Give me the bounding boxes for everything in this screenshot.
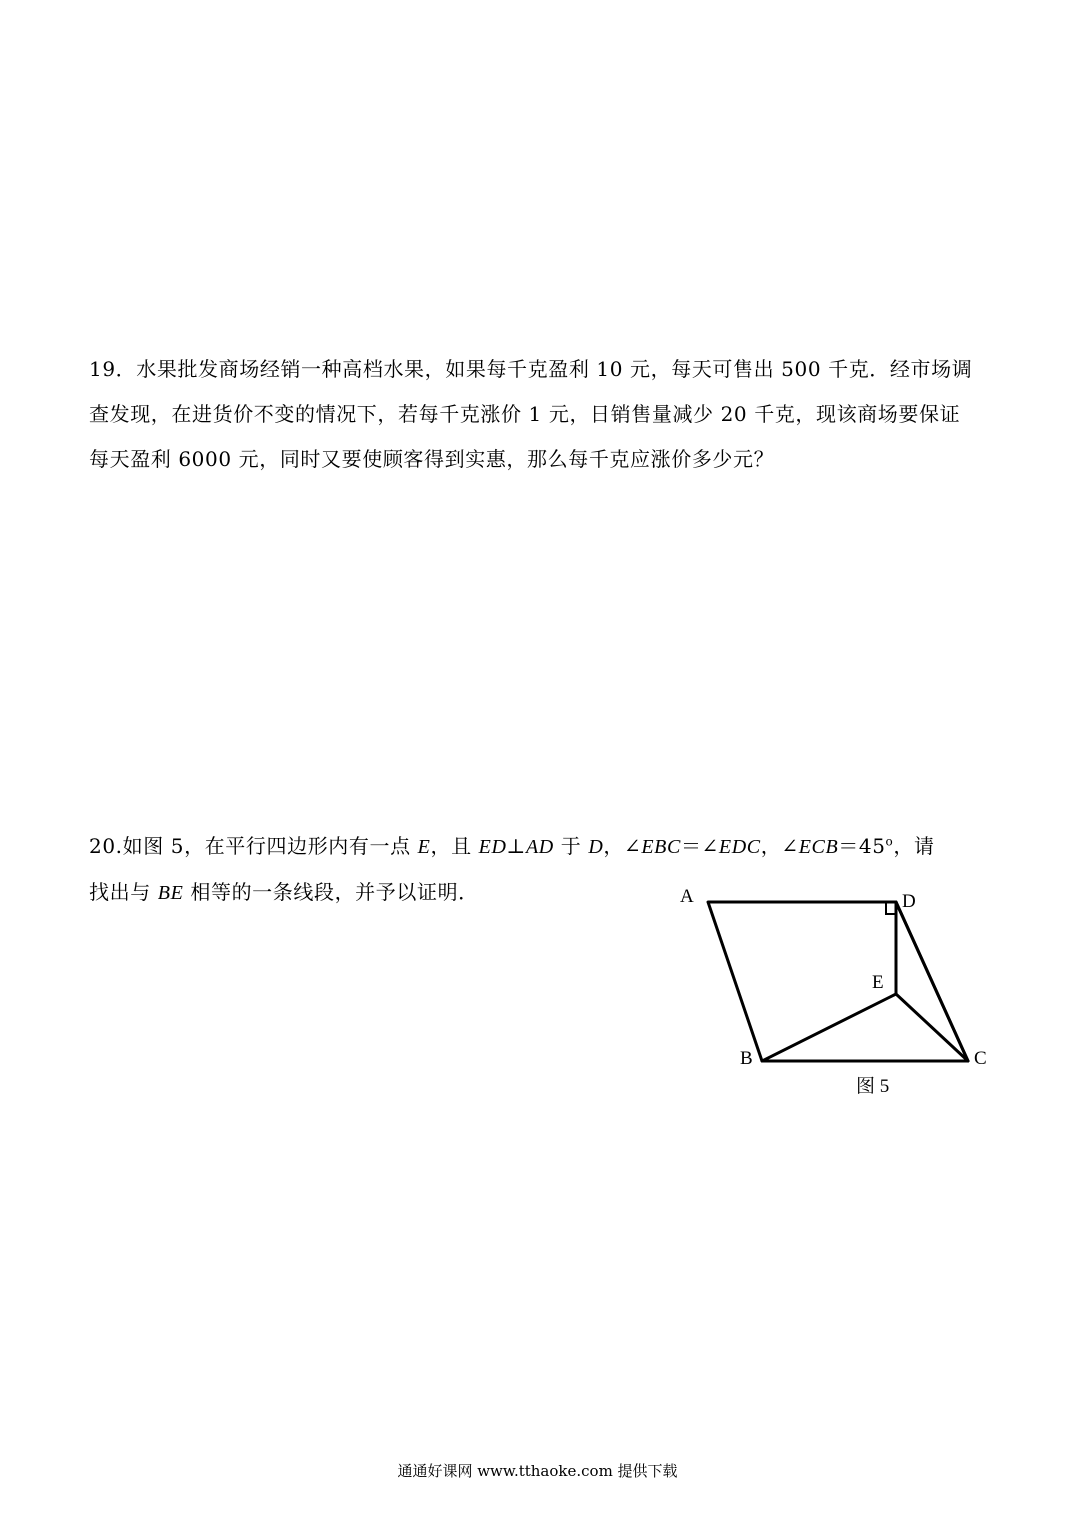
label-e: E: [872, 972, 884, 993]
problem-19-line-3: 每天盈利 6000 元，同时又要使顾客得到实惠，那么每千克应涨价多少元？: [89, 447, 775, 471]
p20-text: ＝45: [838, 834, 886, 858]
p20-point-d: D: [588, 836, 604, 858]
p20-text: 于: [553, 834, 589, 858]
p20-text: ＝∠: [680, 834, 719, 858]
segment-dc: [896, 902, 968, 1061]
p20-angle-ecb: ECB: [798, 836, 839, 858]
parallelogram-abcd: [708, 902, 968, 1061]
p20-point-e: E: [417, 836, 431, 858]
label-d: D: [902, 891, 916, 912]
segment-be: [762, 994, 896, 1061]
figure-caption: 图 5: [856, 1076, 890, 1097]
label-b: B: [740, 1048, 753, 1069]
segment-ec: [896, 994, 968, 1061]
label-a: A: [680, 886, 694, 907]
footer-text: 通通好课网 www.tthaoke.com 提供下载: [397, 1462, 678, 1480]
p20-text: ，∠: [603, 834, 642, 858]
problem-19-line-1: 19．水果批发商场经销一种高档水果，如果每千克盈利 10 元，每天可售出 500 千克．经市场调: [89, 357, 973, 381]
p20-segment-ad: AD: [525, 836, 554, 858]
p20-angle-ebc: EBC: [641, 836, 681, 858]
problem-19: [89, 347, 989, 482]
figure-5: [660, 870, 1020, 1110]
p20-text: 找出与: [89, 880, 158, 904]
problem-19-line-2: 查发现，在进货价不变的情况下，若每千克涨价 1 元，日销售量减少 20 千克，现该商场要保证: [89, 402, 961, 426]
p20-text: 20.如图 5，在平行四边形内有一点: [89, 834, 418, 858]
p20-segment-ed: ED: [478, 836, 507, 858]
label-c: C: [974, 1048, 987, 1069]
p20-text: 相等的一条线段，并予以证明．: [183, 880, 479, 904]
degree-symbol: o: [885, 834, 894, 849]
p20-angle-edc: EDC: [718, 836, 761, 858]
p20-text: ，请: [893, 834, 935, 858]
p20-text: ，∠: [760, 834, 799, 858]
perpendicular-symbol: ⊥: [506, 834, 526, 858]
p20-segment-be: BE: [157, 882, 184, 904]
p20-text: ，且: [430, 834, 479, 858]
problem-20-line-1: [89, 824, 989, 870]
parallelogram-diagram: [660, 870, 1020, 1110]
